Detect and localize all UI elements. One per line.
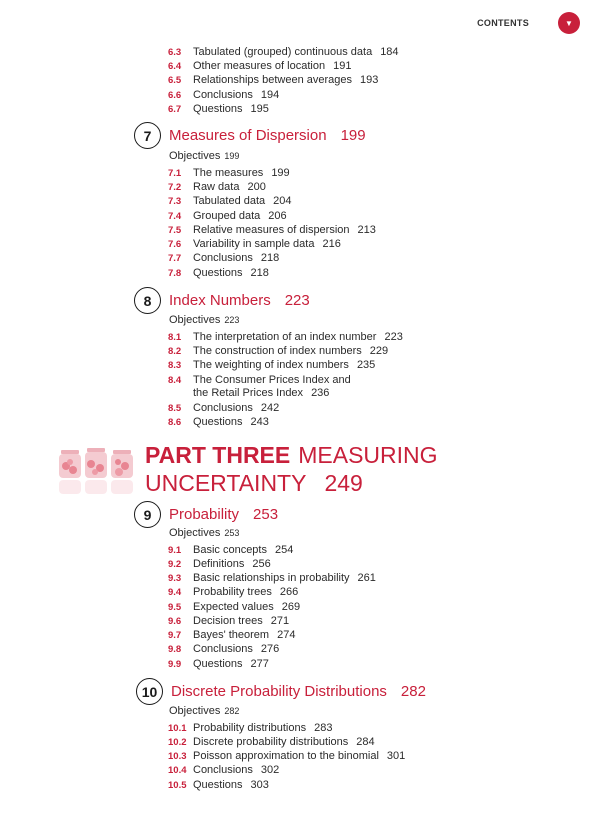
part-title-line1: MEASURING: [298, 442, 438, 468]
toc-entry[interactable]: 9.8 Conclusions 276: [168, 643, 280, 655]
contents-label: CONTENTS: [477, 18, 529, 28]
part-page: 249: [324, 470, 363, 496]
toc-entry[interactable]: 7.2 Raw data 200: [168, 181, 266, 193]
chapter-heading-8[interactable]: [134, 287, 310, 314]
toc-entry[interactable]: 9.3 Basic relationships in probability 261: [168, 572, 376, 584]
objectives-entry[interactable]: Objectives 282: [169, 705, 240, 717]
toc-entry[interactable]: 8.2 The construction of index numbers 229: [168, 345, 389, 357]
toc-entry[interactable]: 7.4 Grouped data 206: [168, 210, 287, 222]
toc-entry[interactable]: 8.1 The interpretation of an index number 223: [168, 331, 403, 343]
toc-entry[interactable]: 8.5 Conclusions 242: [168, 402, 280, 414]
part-three-heading[interactable]: [145, 441, 438, 497]
toc-entry[interactable]: 8.3 The weighting of index numbers 235: [168, 359, 376, 371]
page-header: [0, 0, 610, 46]
toc-entry[interactable]: 7.8 Questions 218: [168, 267, 269, 279]
jars-illustration: [58, 446, 134, 502]
part-label: PART THREE: [145, 442, 291, 468]
toc-entry[interactable]: 10.5 Questions 303: [168, 779, 269, 791]
chapter-title: Measures of Dispersion 199: [169, 127, 366, 144]
chapter-number-badge: 7: [134, 122, 161, 149]
toc-entry[interactable]: 9.7 Bayes' theorem 274: [168, 629, 296, 641]
toc-entry[interactable]: 9.2 Definitions 256: [168, 558, 271, 570]
toc-entry[interactable]: 10.2 Discrete probability distributions 284: [168, 736, 375, 748]
jar-icon: [111, 450, 133, 494]
toc-entry[interactable]: 6.7 Questions 195: [168, 103, 269, 115]
chapter-number-badge: 9: [134, 501, 161, 528]
toc-entry[interactable]: 7.3 Tabulated data 204: [168, 195, 292, 207]
objectives-entry[interactable]: Objectives 223: [169, 314, 240, 326]
toc-entry[interactable]: 8.6 Questions 243: [168, 416, 269, 428]
contents-menu-button[interactable]: [558, 12, 580, 34]
chapter-title: Probability 253: [169, 506, 279, 523]
jar-icon: [59, 450, 81, 494]
toc-entry[interactable]: 9.6 Decision trees 271: [168, 615, 290, 627]
toc-entry[interactable]: 7.7 Conclusions 218: [168, 252, 280, 264]
toc-entry[interactable]: 7.1 The measures 199: [168, 167, 290, 179]
objectives-entry[interactable]: Objectives 199: [169, 150, 240, 162]
toc-entry[interactable]: 9.9 Questions 277: [168, 658, 269, 670]
toc-entry[interactable]: 6.3 Tabulated (grouped) continuous data 184: [168, 46, 399, 58]
chapter-heading-7[interactable]: [134, 122, 366, 149]
toc-entry[interactable]: 10.4 Conclusions 302: [168, 764, 280, 776]
toc-entry[interactable]: 9.4 Probability trees 266: [168, 586, 299, 598]
toc-entry[interactable]: 7.6 Variability in sample data 216: [168, 238, 341, 250]
toc-entry[interactable]: 9.1 Basic concepts 254: [168, 544, 294, 556]
toc-entry[interactable]: 10.1 Probability distributions 283: [168, 722, 333, 734]
chapter-heading-9[interactable]: [134, 501, 278, 528]
toc-entry[interactable]: 9.5 Expected values 269: [168, 601, 301, 613]
part-title-line2: UNCERTAINTY: [145, 470, 307, 496]
toc-entry[interactable]: 8.4 The Consumer Prices Index and the Retail Prices Index 236: [168, 374, 351, 399]
toc-entry[interactable]: 6.5 Relationships between averages 193: [168, 74, 379, 86]
toc-entry[interactable]: 6.4 Other measures of location 191: [168, 60, 352, 72]
chapter-heading-10[interactable]: [136, 678, 426, 705]
toc-entry[interactable]: 7.5 Relative measures of dispersion 213: [168, 224, 376, 236]
chapter-number-badge: 8: [134, 287, 161, 314]
toc-entry[interactable]: 6.6 Conclusions 194: [168, 89, 280, 101]
objectives-entry[interactable]: Objectives 253: [169, 527, 240, 539]
jar-icon: [85, 448, 107, 494]
chevron-down-icon: ▼: [565, 18, 573, 28]
chapter-number-badge: 10: [136, 678, 163, 705]
chapter-title: Discrete Probability Distributions 282: [171, 683, 426, 700]
toc-entry[interactable]: 10.3 Poisson approximation to the binomial 301: [168, 750, 406, 762]
chapter-title: Index Numbers 223: [169, 292, 310, 309]
